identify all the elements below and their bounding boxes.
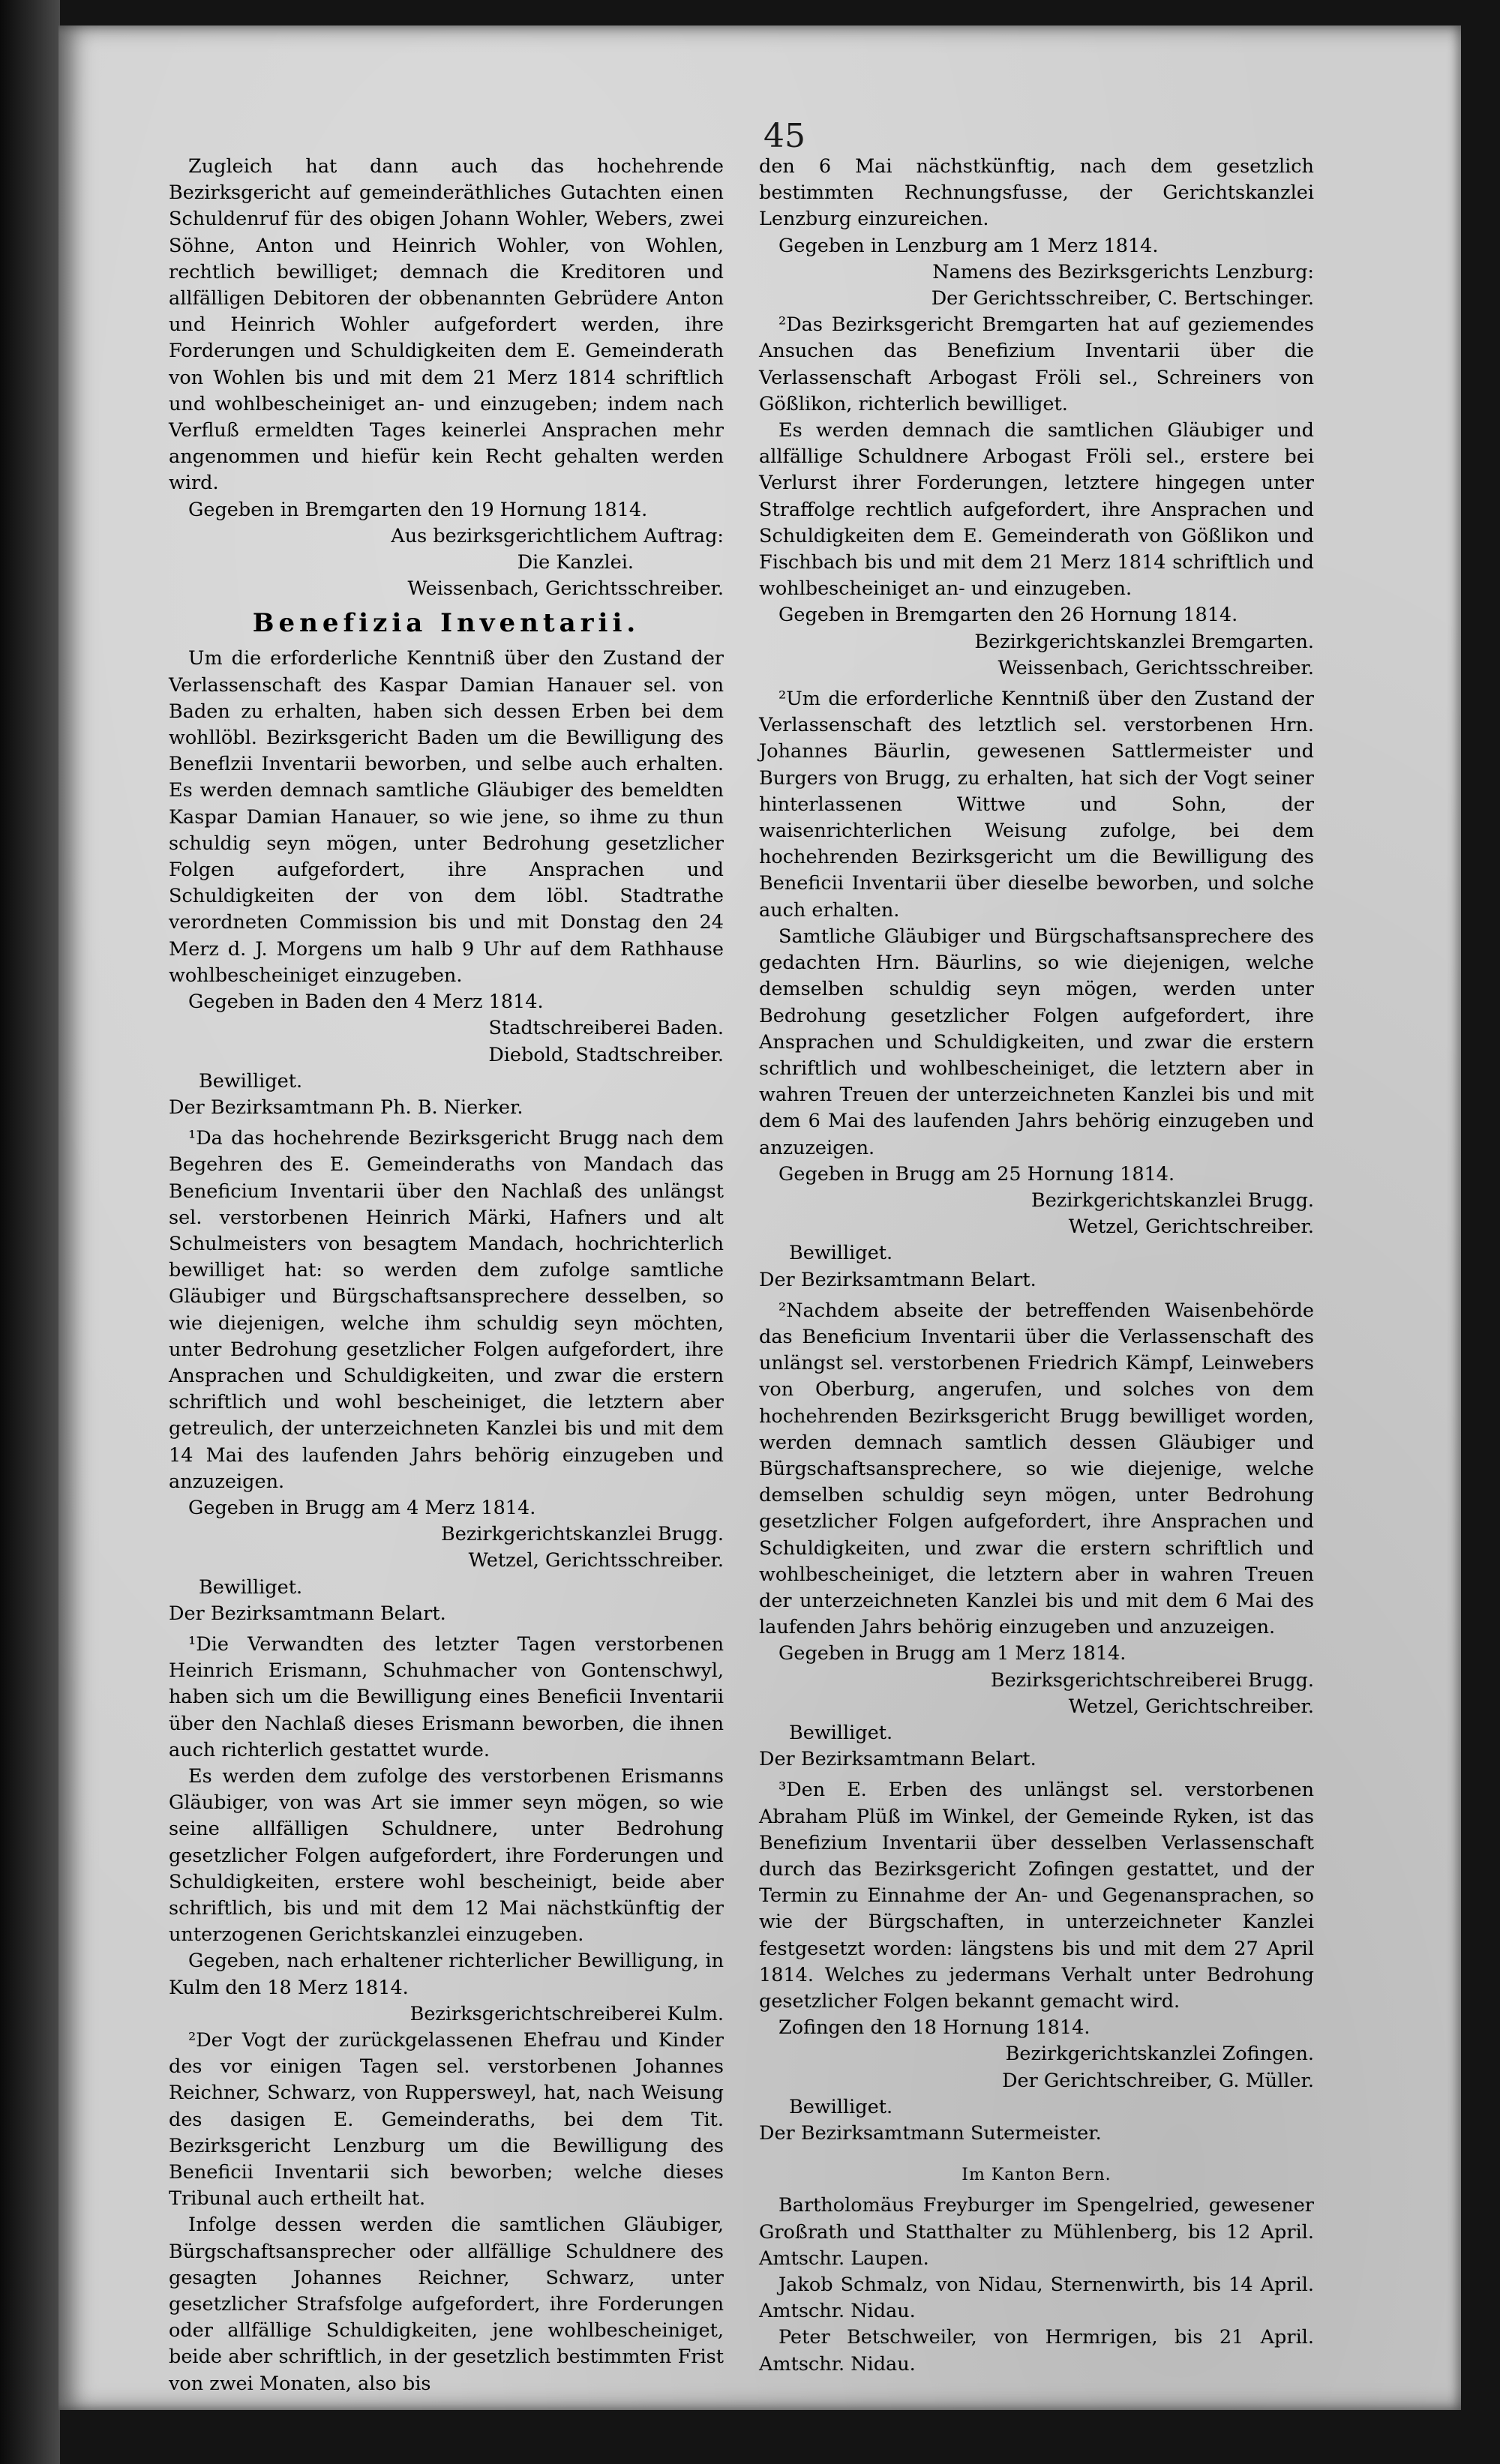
notice-text: Zugleich hat dann auch das hochehrende Bezirksgericht auf gemeinderäthliches Gutachten einen Schuldenruf für des obigen Johann Wohler, Webers, zwei Söhne, Anton und Heinrich Wohler, von Wohlen, rechtlich bewilliget; demnach die Kreditoren und allfälligen Debitoren der obbenannten Gebrüdere Anton und Heinrich Wohler aufgefordert werden, ihre Forderungen und Schuldigkeiten dem E. Gemeinderath von Wohlen bis und mit dem 21 Merz 1814 schriftlich und wohlbescheiniget an- und einzugeben; indem nach Verfluß ermeldten Tages keinerlei Ansprachen mehr angenommen und hiefür kein Recht gehalten werden wird. — [169, 155, 724, 495]
approval-signature: Der Bezirksamtmann Belart. — [169, 1602, 446, 1625]
page-number: 45 — [764, 117, 806, 155]
right-column — [759, 154, 1314, 2378]
notice-signature: Weissenbach, Gerichtsschreiber. — [998, 656, 1314, 679]
notice-text: ²Der Vogt der zurückgelassenen Ehefrau und Kinder des vor einigen Tagen sel. verstorbenen Johannes Reichner, Schwarz, von Ruppersweyl, hat, nach Weisung des dasigen E. Gemeinderaths, bei dem Tit. Bezirksgericht Lenzburg um die Bewilligung des Beneficii Inventarii sich beworben; welche dieses Tribunal auch ertheilt hat. — [169, 2029, 724, 2211]
approval-label: Bewilliget. — [789, 1721, 893, 1744]
notice-signature: Bezirksgerichtschreiberei Kulm. — [410, 2002, 724, 2025]
bankruptcy-entry: Peter Betschweiler, von Hermrigen, bis 21 April. Amtschr. Nidau. — [759, 2326, 1314, 2376]
notice-signature: Wetzel, Gerichtsschreiber. — [468, 1549, 724, 1572]
notice-signature: Weissenbach, Gerichtsschreiber. — [407, 577, 724, 601]
notice-signature: Der Gerichtsschreiber, C. Bertschinger. — [931, 287, 1314, 310]
bankruptcy-entry: Bartholomäus Freyburger im Spengelried, gewesener Großrath und Statthalter zu Mühlenberg, bis 12 April. Amtschr. Laupen. — [759, 2194, 1314, 2270]
notice-date: Zofingen den 18 Hornung 1814. — [778, 2016, 1090, 2040]
notice-text: ³Den E. Erben des unlängst sel. verstorbenen Abraham Plüß im Winkel, der Gemeinde Ryken, ist das Benefizium Inventarii über desselben Verlassenschaft durch das Bezirksgericht Zofingen gestattet, und der Termin zu Einnahme der An- und Gegenansprachen, so wie der Bürgschaften, in unterzeichneter Kanzlei festgesetzt worden: längstens bis und mit dem 27 April 1814. Welches zu jedermans Verhalt unter Bedrohung gesetzlicher Folgen bekannt gemacht wird. — [759, 1779, 1314, 2013]
notice-date: Gegeben in Bremgarten den 19 Hornung 1814. — [188, 498, 648, 521]
notice-text: Infolge dessen werden die samtlichen Gläubiger, Bürgschaftsansprecher oder allfällige Schuldnere des gesagten Johannes Reichner, Schwarz, unter gesetzlicher Strafsfolge aufgefordert, ihre Forderungen oder allfällige Schuldigkeiten, jene wohlbescheiniget, beide aber schriftlich, in der gesetzlich bestimmten Frist von zwei Monaten, also bis — [169, 2214, 724, 2395]
approval-label: Bewilliget. — [199, 1069, 303, 1093]
approval-signature: Der Bezirksamtmann Belart. — [759, 1268, 1036, 1291]
notice-signature: Bezirkgerichtskanzlei Brugg. — [1031, 1189, 1314, 1212]
approval-label: Bewilliget. — [199, 1575, 303, 1599]
notice-text: ¹Die Verwandten des letzter Tagen verstorbenen Heinrich Erismann, Schuhmacher von Gontenschwyl, haben sich um die Bewilligung eines Beneficii Inventarii über den Nachlaß dieses Erismann beworben, die ihnen auch richterlich gestattet wurde. — [169, 1632, 724, 1761]
notice-text: Samtliche Gläubiger und Bürgschaftsansprechere des gedachten Hrn. Bäurlins, so wie diejenigen, welche demselben schuldig seyn mögen, werden unter Bedrohung gesetzlicher Folgen aufgefordert, ihre Ansprachen und Schuldigkeiten, und zwar die erstern schriftlich und wohlbescheiniget, die letztern aber in wahren Treuen der unterzeichneten Kanzlei bis und mit dem 6 Mai des laufenden Jahrs behörig einzugeben und anzuzeigen. — [759, 925, 1314, 1159]
notice-date: Gegeben in Brugg am 1 Merz 1814. — [778, 1642, 1126, 1665]
notice-text: ²Nachdem abseite der betreffenden Waisenbehörde das Beneficium Inventarii über die Verlassenschaft des unlängst sel. verstorbenen Friedrich Kämpf, Leinwebers von Oberburg, angerufen, und solches von dem hochehrenden Bezirksgericht Brugg bewilliget worden, werden demnach samtlich dessen Gläubiger und Bürgschaftsansprechere, so wie diejenige, welche demselben schuldig seyn mögen, unter Bedrohung gesetzlicher Folgen aufgefordert, ihre Ansprachen und Schuldigkeiten, und zwar die erstern schriftlich und wohlbescheiniget, die letztern aber in wahren Treuen der unterzeichneten Kanzlei bis und mit dem 6 Mai des laufenden Jahrs behörig einzugeben und anzuzeigen. — [759, 1299, 1314, 1639]
notice-signature: Wetzel, Gerichtschreiber. — [1068, 1216, 1314, 1239]
notice-signature: Diebold, Stadtschreiber. — [488, 1043, 724, 1066]
notice-date: Gegeben in Brugg am 4 Merz 1814. — [188, 1496, 536, 1519]
notice-date: Gegeben in Baden den 4 Merz 1814. — [188, 991, 544, 1014]
notice-date: Gegeben in Brugg am 25 Hornung 1814. — [778, 1162, 1175, 1186]
notice-text: ²Das Bezirksgericht Bremgarten hat auf geziemendes Ansuchen das Benefizium Inventarii über die Verlassenschaft Arbogast Fröli sel., Schreiners von Gößlikon, richterlich bewilliget. — [759, 313, 1314, 415]
approval-signature: Der Bezirksamtmann Sutermeister. — [759, 2122, 1102, 2145]
notice-date: Gegeben in Lenzburg am 1 Merz 1814. — [778, 234, 1159, 257]
approval-signature: Der Bezirksamtmann Belart. — [759, 1748, 1036, 1771]
notice-text: Es werden demnach die samtlichen Gläubiger und allfällige Schuldnere Arbogast Fröli sel., erstere bei Verlurst ihrer Forderungen, letztere hingegen unter Straffolge rechtlich aufgefordert, ihre Ansprachen und Schuldigkeiten dem E. Gemeinderath von Gößlikon und Fischbach bis und mit dem 21 Merz 1814 schriftlich und wohlbescheiniget an- und einzugeben. — [759, 419, 1314, 601]
notice-text: Um die erforderliche Kenntniß über den Zustand der Verlassenschaft des Kaspar Damian Hanauer sel. von Baden zu erhalten, haben sich dessen Erben bei dem wohllöbl. Bezirksgericht Baden um die Bewilligung des Beneflzii Inventarii beworben, und selbe auch erhalten. Es werden demnach samtliche Gläubiger des bemeldten Kaspar Damian Hanauer, so wie jene, so ihme zu thun schuldig seyn mögen, unter Bedrohung gesetzlicher Folgen aufgefordert, ihre Ansprachen und Schuldigkeiten der von dem löbl. Stadtrathe verordneten Commission bis und mit Donstag den 24 Merz d. J. Morgens um halb 9 Uhr auf dem Rathhause wohlbescheiniget einzugeben. — [169, 647, 724, 987]
canton-heading: Im Kanton Bern. — [962, 2166, 1112, 2185]
notice-signature: Die Kanzlei. — [517, 551, 634, 574]
notice-date: Gegeben, nach erhaltener richterlicher Bewilligung, in Kulm den 18 Merz 1814. — [169, 1950, 724, 1999]
notice-signature: Aus bezirksgerichtlichem Auftrag: — [391, 524, 724, 547]
notice-text: ²Um die erforderliche Kenntniß über den Zustand der Verlassenschaft des letztlich sel. verstorbenen Hrn. Johannes Bäurlin, gewesenen Sattlermeister und Burgers von Brugg, zu erhalten, hat sich der Vogt seiner hinterlassenen Wittwe und Sohn, der waisenrichterlichen Weisung zufolge, bei dem hochehrenden Bezirksgericht um die Bewilligung des Beneficii Inventarii über dieselbe beworben, und solche auch erhalten. — [759, 688, 1314, 922]
scan-edge — [0, 0, 60, 2464]
notice-date: Gegeben in Bremgarten den 26 Hornung 1814. — [778, 604, 1238, 627]
notice-signature: Bezirksgerichtschreiberei Brugg. — [990, 1668, 1314, 1692]
notice-text: ¹Da das hochehrende Bezirksgericht Brugg nach dem Begehren des E. Gemeinderaths von Mandach das Beneficium Inventarii über den Nachlaß des unlängst sel. verstorbenen Heinrich Märki, Hafners und alt Schulmeisters von besagtem Mandach, hochrichterlich bewilliget hat: so werden dem zufolge samtliche Gläubiger und Bürgschaftsansprechere desselben, so wie diejenigen, welche ihm schuldig seyn möchten, unter Bedrohung gesetzlicher Folgen aufgefordert, ihre Ansprachen und Schuldigkeiten, und zwar die erstern schriftlich und wohl bescheiniget, die letztern aber getreulich, der unterzeichneten Kanzlei bis und mit dem 14 Mai des laufenden Jahrs behörig einzugeben und anzuzeigen. — [169, 1127, 724, 1493]
notice-signature: Bezirkgerichtskanzlei Bremgarten. — [974, 630, 1314, 653]
section-heading: Benefizia Inventarii. — [252, 608, 640, 639]
approval-label: Bewilliget. — [789, 1242, 893, 1265]
bankruptcy-entry: Jakob Schmalz, von Nidau, Sternenwirth, bis 14 April. Amtschr. Nidau. — [759, 2274, 1314, 2323]
approval-signature: Der Bezirksamtmann Ph. B. Nierker. — [169, 1096, 524, 1119]
notice-signature: Stadtschreiberei Baden. — [488, 1017, 724, 1040]
notice-signature: Bezirkgerichtskanzlei Zofingen. — [1005, 2043, 1314, 2066]
notice-text: Es werden dem zufolge des verstorbenen Erismanns Gläubiger, von was Art sie immer seyn mögen, so wie seine allfälligen Schuldnere, unter Bedrohung gesetzlicher Folgen aufgefordert, ihre Forderungen und Schuldigkeiten, erstere wohl bescheinigt, beide aber schriftlich, bis und mit dem 12 Mai nächstkünftig der unterzogenen Gerichtskanzlei einzugeben. — [169, 1764, 724, 1947]
notice-signature: Der Gerichtschreiber, G. Müller. — [1002, 2069, 1314, 2092]
left-column — [169, 154, 724, 2397]
notice-signature: Namens des Bezirksgerichts Lenzburg: — [932, 260, 1314, 283]
notice-signature: Wetzel, Gerichtschreiber. — [1068, 1695, 1314, 1718]
notice-text: den 6 Mai nächstkünftig, nach dem gesetzlich bestimmten Rechnungsfusse, der Gerichtskanzlei Lenzburg einzureichen. — [759, 155, 1314, 231]
notice-signature: Bezirkgerichtskanzlei Brugg. — [441, 1523, 724, 1546]
approval-label: Bewilliget. — [789, 2095, 893, 2118]
